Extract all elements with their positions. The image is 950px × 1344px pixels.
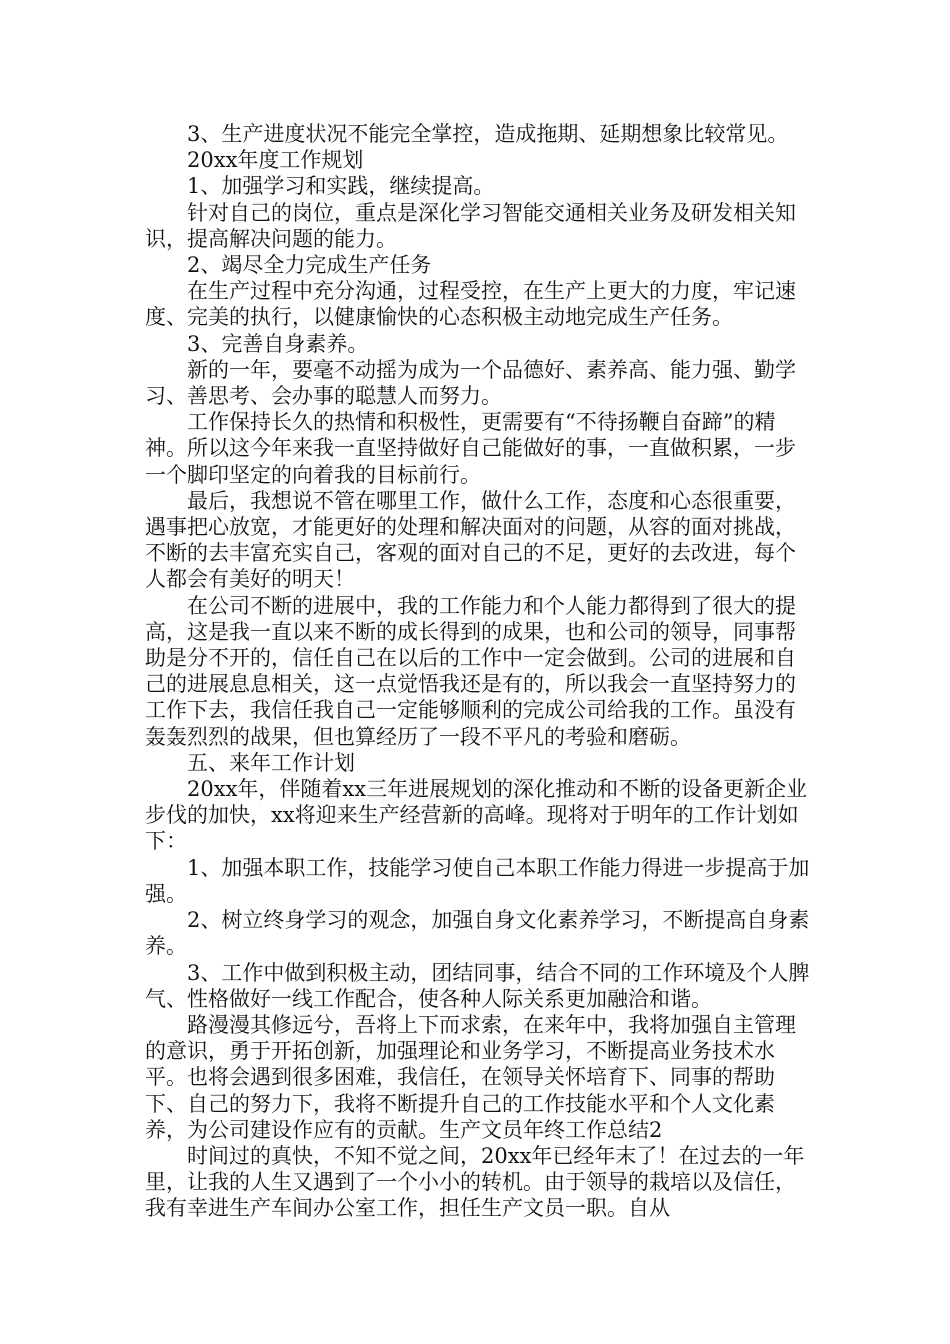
list-item: 1、加强学习和实践，继续提高。: [187, 174, 495, 199]
paragraph: 工作保持长久的热情和积极性，更需要有“不待扬鞭自奋蹄”的精神。所以这今年来我一直坚持做好自己能做好的事，一直做积累，一步一个脚印坚定的向着我的目标前行。: [145, 410, 796, 487]
paragraph: 路漫漫其修远兮，吾将上下而求索，在来年中，我将加强自主管理的意识，勇于开拓创新，加强理论和业务学习，不断提高业务技术水平。也将会遇到很多困难，我信任，在领导关怀培育下、同事的帮助下、自己的努力下，我将不断提升自己的工作技能水平和个人文化素养，为公司建设作应有的贡献。生产文员年终工作总结2: [145, 1012, 796, 1142]
paragraph: 3、生产进度状况不能完全掌控，造成拖期、延期想象比较常见。: [187, 122, 789, 146]
paragraph: 20xx年，伴随着xx三年进展规划的深化推动和不断的设备更新企业步伐的加快，xx将迎来生产经营新的高峰。现将对于明年的工作计划如下：: [145, 777, 808, 854]
paragraph: 时间过的真快，不知不觉之间，20xx年已经年末了！在过去的一年里，让我的人生又遇到了一个小小的转机。由于领导的栽培以及信任，我有幸进生产车间办公室工作，担任生产文员一职。自从: [145, 1143, 805, 1221]
list-item: 2、竭尽全力完成生产任务: [187, 253, 432, 278]
section-heading: 20xx年度工作规划: [187, 148, 364, 173]
paragraph: 针对自己的岗位，重点是深化学习智能交通相关业务及研发相关知识，提高解决问题的能力。: [145, 200, 796, 251]
paragraph: 最后，我想说不管在哪里工作，做什么工作，态度和心态很重要，遇事把心放宽，才能更好的处理和解决面对的问题，从容的面对挑战，不断的去丰富充实自己，客观的面对自己的不足，更好的去改进，每个人都会有美好的明天！: [145, 488, 796, 592]
paragraph: 在生产过程中充分沟通，过程受控，在生产上更大的力度，牢记速度、完美的执行，以健康愉快的心态积极主动地完成生产任务。: [145, 279, 796, 330]
paragraph: 新的一年，要毫不动摇为成为一个品德好、素养高、能力强、勤学习、善思考、会办事的聪慧人而努力。: [145, 357, 796, 409]
list-item: 2、树立终身学习的观念，加强自身文化素养学习，不断提高自身素养。: [145, 908, 810, 959]
list-item: 3、工作中做到积极主动，团结同事，结合不同的工作环境及个人脾气、性格做好一线工作配合，使各种人际关系更加融洽和谐。: [145, 960, 810, 1011]
section-heading: 五、来年工作计划: [187, 750, 355, 775]
paragraph: 在公司不断的进展中，我的工作能力和个人能力都得到了很大的提高，这是我一直以来不断的成长得到的成果，也和公司的领导，同事帮助是分不开的，信任自己在以后的工作中一定会做到。公司的进展和自己的进展息息相关，这一点觉悟我还是有的，所以我会一直坚持努力的工作下去，我信任我自己一定能够顺利的完成公司给我的工作。虽没有轰轰烈烈的战果，但也算经历了一段不平凡的考验和磨砺。: [145, 593, 796, 749]
list-item: 3、完善自身素养。: [187, 331, 369, 356]
document-page: [145, 121, 815, 1222]
list-item: 1、加强本职工作，技能学习使自己本职工作能力得进一步提高于加强。: [145, 855, 810, 906]
